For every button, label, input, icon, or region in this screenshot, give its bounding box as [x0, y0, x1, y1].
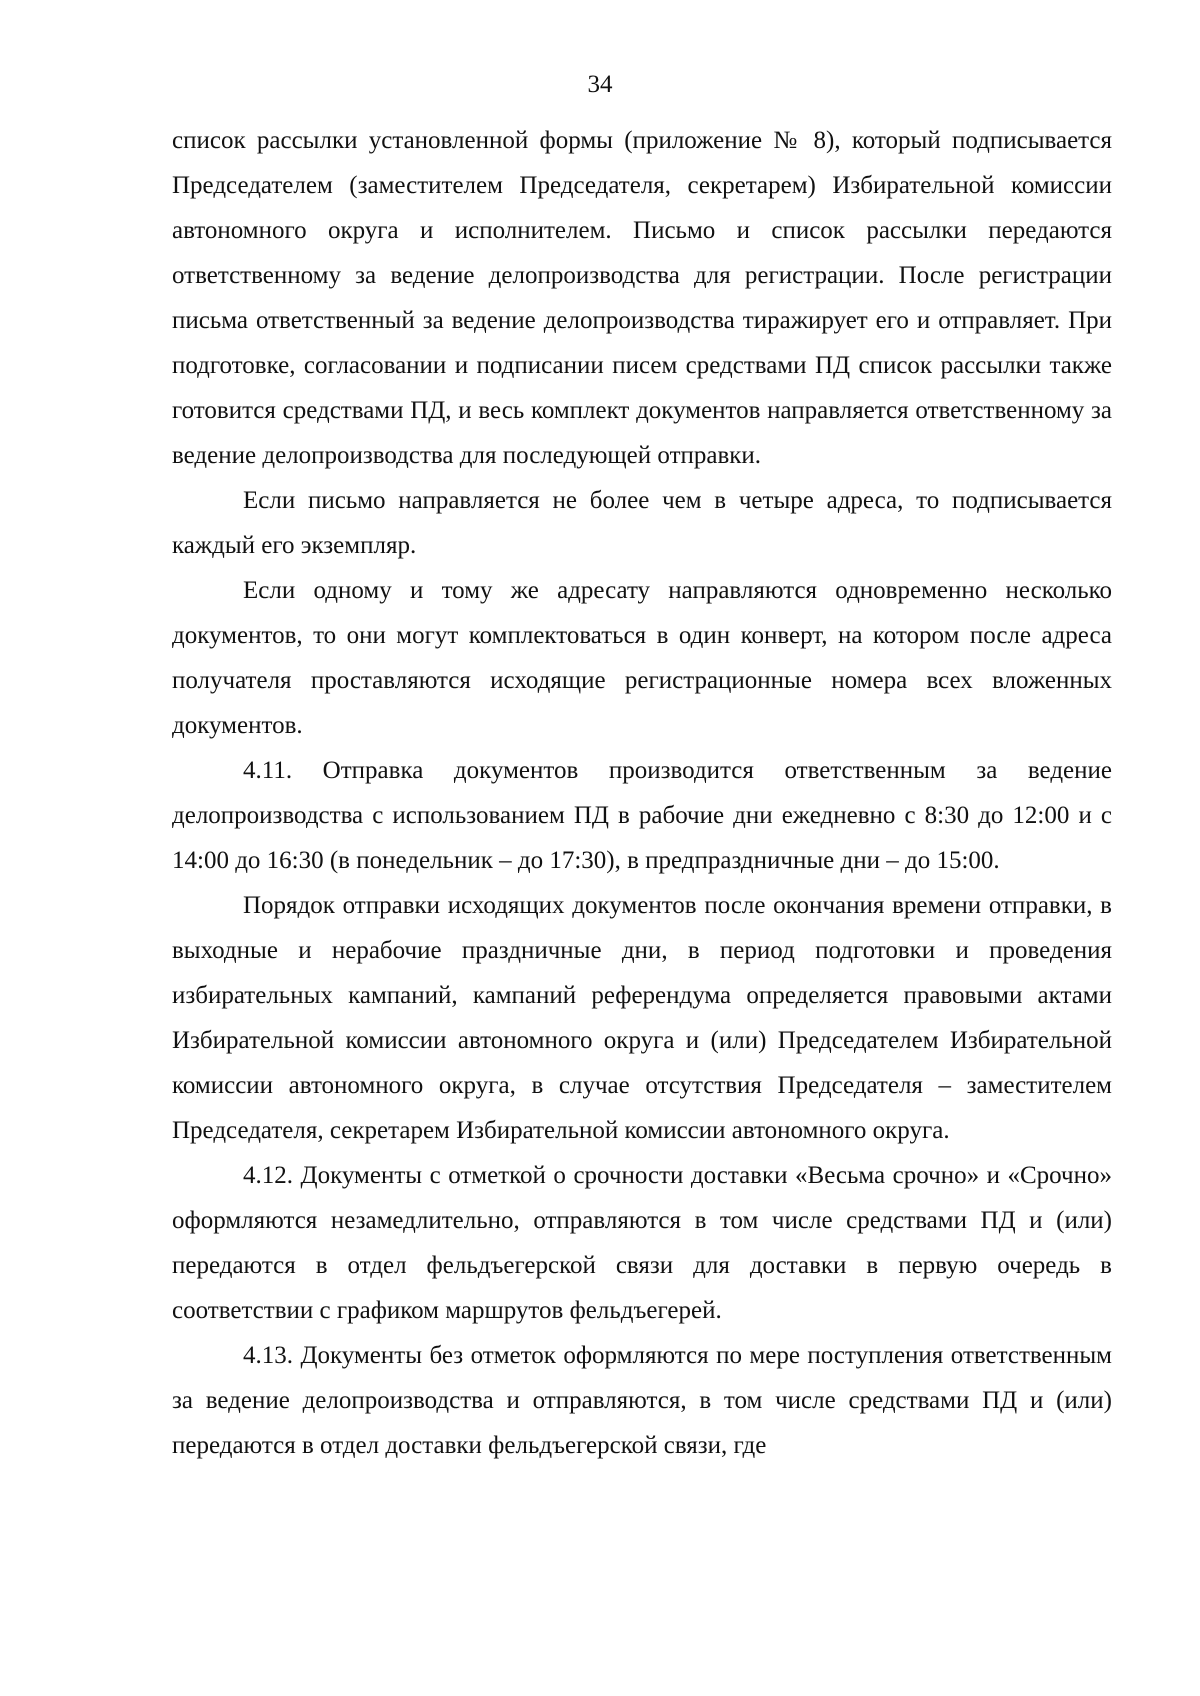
paragraph-mailing-list: список рассылки установленной формы (приложение № 8), который подписывается Председателем (заместителем Председателя, секретарем) Избирательной комиссии автономного округа и исполнителем. Письмо и список рассылки передаются ответственному за ведение делопроизводства для регистрации. После регистрации письма ответственный за ведение делопроизводства тиражирует его и отправляет. При подготовке, согласовании и подписании писем средствами ПД список рассылки также готовится средствами ПД, и весь комплект документов направляется ответственному за ведение делопроизводства для последующей отправки.: [172, 127, 1112, 469]
paragraph-sending-procedure: Порядок отправки исходящих документов после окончания времени отправки, в выходные и нерабочие праздничные дни, в период подготовки и проведения избирательных кампаний, кампаний референдума определяется правовыми актами Избирательной комиссии автономного округа и (или) Председателем Избирательной комиссии автономного округа, в случае отсутствия Председателя – заместителем Председателя, секретарем Избирательной комиссии автономного округа.: [172, 892, 1112, 1144]
paragraph-four-addresses: Если письмо направляется не более чем в четыре адреса, то подписывается каждый его экземпляр.: [172, 487, 1112, 559]
page-number: 34: [587, 71, 613, 98]
paragraph-section-4-11: 4.11. Отправка документов производится ответственным за ведение делопроизводства с использованием ПД в рабочие дни ежедневно с 8:30 до 12:00 и с 14:00 до 16:30 (в понедельник – до 17:30), в предпраздничные дни – до 15:00.: [172, 757, 1112, 874]
paragraph-section-4-13: 4.13. Документы без отметок оформляются по мере поступления ответственным за ведение делопроизводства и отправляются, в том числе средствами ПД и (или) передаются в отдел доставки фельдъегерской связи, где: [172, 1342, 1112, 1459]
paragraph-section-4-12: 4.12. Документы с отметкой о срочности доставки «Весьма срочно» и «Срочно» оформляются незамедлительно, отправляются в том числе средствами ПД и (или) передаются в отдел фельдъегерской связи для доставки в первую очередь в соответствии с графиком маршрутов фельдъегерей.: [172, 1162, 1112, 1324]
paragraph-single-envelope: Если одному и тому же адресату направляются одновременно несколько документов, то они могут комплектоваться в один конверт, на котором после адреса получателя проставляются исходящие регистрационные номера всех вложенных документов.: [172, 577, 1112, 739]
document-body: [172, 118, 1112, 1468]
